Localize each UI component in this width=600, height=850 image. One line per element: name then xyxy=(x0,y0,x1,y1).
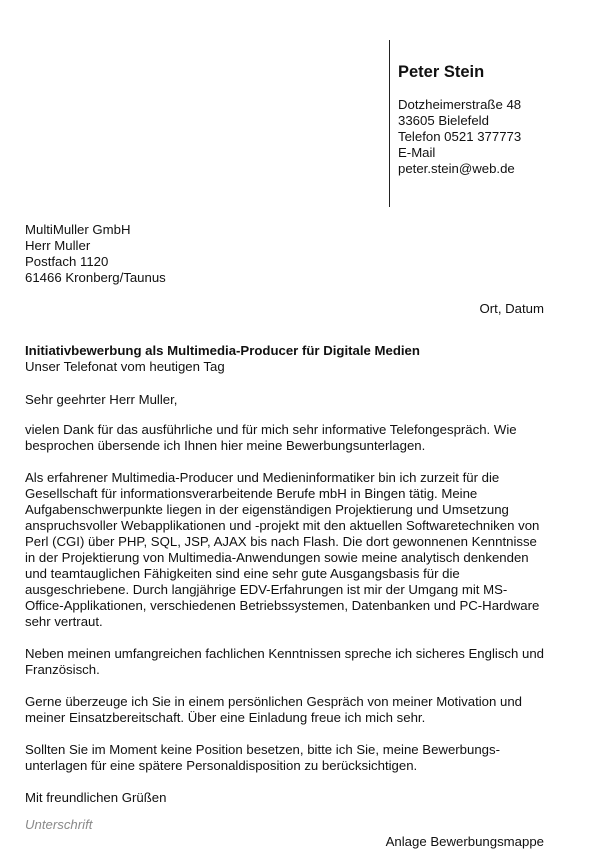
body-paragraph: Neben meinen umfangreichen fachlichen Kenntnissen spreche ich sicheres Englisch und Französisch. xyxy=(25,646,545,677)
signature-placeholder: Unterschrift xyxy=(25,817,93,832)
sender-phone: Telefon 0521 377773 xyxy=(398,129,522,144)
subject-reference: Unser Telefonat vom heutigen Tag xyxy=(25,359,225,374)
place-date: Ort, Datum xyxy=(479,301,544,316)
sender-street: Dotzheimerstraße 48 xyxy=(398,97,522,112)
sender-name: Peter Stein xyxy=(398,63,485,81)
body-paragraph: vielen Dank für das ausführliche und für mich sehr informative Telefongespräch. Wie besprochen übersende ich Ihnen hier meine Bewerbungsunterlagen. xyxy=(25,422,517,453)
recipient-city: 61466 Kronberg/Taunus xyxy=(25,270,166,285)
recipient-company: MultiMuller GmbH xyxy=(25,222,131,237)
sender-email: peter.stein@web.de xyxy=(398,161,515,176)
body-paragraph: Gerne überzeuge ich Sie in einem persönlichen Gespräch von meiner Motivation und meiner Einsatzbereitschaft. Über eine Einladung freue ich mich sehr. xyxy=(25,694,523,725)
recipient-person: Herr Muller xyxy=(25,238,91,253)
body-paragraph: Als erfahrener Multimedia-Producer und Medieninformatiker bin ich zurzeit für die Gesellschaft für informationsverarbeitende Berufe mbH in Bingen tätig. Meine Aufgabenschwerpunkte liegen in der eigenständigen Projektierung und Umsetzung anspruchsvoller Webapplikationen und -projekt mit den aktuellen Softwaretechniken von Perl (CGI) über PHP, SQL, JSP, AJAX bis nach Flash. Die dort gewonnenen Kenntnisse in der Projektierung von Multimedia-Anwendungen sowie meine analytisch denkenden und teamtauglichen Fähigkeiten sind eine sehr gute Ausgangsbasis für die ausgeschriebene. Durch langjährige EDV-Erfahrungen ist mir der Umgang mit MS-Office-Applikationen, verschiedenen Betriebssystemen, Datenbanken und PC-Hardware sehr vertraut. xyxy=(25,470,540,629)
letter-body xyxy=(25,392,545,822)
sender-email-label: E-Mail xyxy=(398,145,436,160)
recipient-block xyxy=(25,222,325,286)
sender-block xyxy=(398,62,593,177)
header-divider-line xyxy=(389,40,390,207)
closing: Mit freundlichen Grüßen xyxy=(25,790,167,805)
subject-block xyxy=(25,343,570,375)
sender-city: 33605 Bielefeld xyxy=(398,113,489,128)
salutation: Sehr geehrter Herr Muller, xyxy=(25,392,178,407)
attachment-note: Anlage Bewerbungsmappe xyxy=(385,834,544,849)
subject-title: Initiativbewerbung als Multimedia-Producer für Digitale Medien xyxy=(25,343,420,358)
recipient-po-box: Postfach 1120 xyxy=(25,254,109,269)
body-paragraph: Sollten Sie im Moment keine Position besetzen, bitte ich Sie, meine Bewerbungs-unterlagen für eine spätere Personaldisposition zu berücksichtigen. xyxy=(25,742,500,773)
